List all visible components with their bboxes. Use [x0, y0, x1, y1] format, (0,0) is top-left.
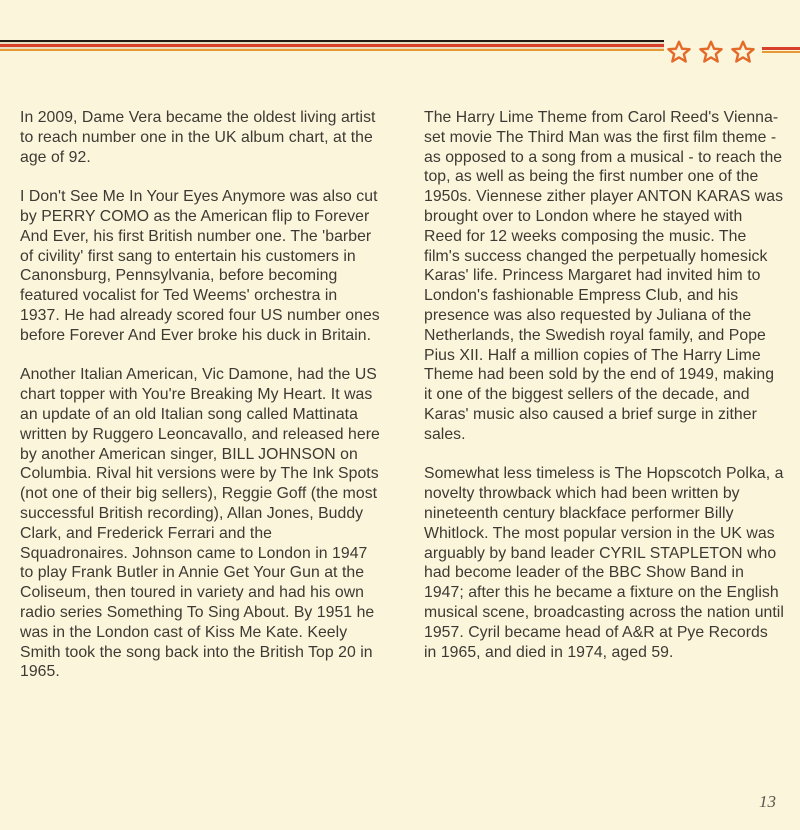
- paragraph-dame-vera: In 2009, Dame Vera became the oldest living artist to reach number one in the UK album chart, at the age of 92.: [20, 109, 376, 166]
- page-number: 13: [759, 792, 776, 811]
- star-ornament: [666, 39, 760, 65]
- right-column: [424, 108, 784, 682]
- rule-tail-orange: [762, 51, 800, 53]
- header-rule-tail: [762, 47, 800, 55]
- left-column: [20, 108, 380, 702]
- rule-orange-line: [0, 49, 664, 51]
- paragraph-bill-johnson: Another Italian American, Vic Damone, had the US chart topper with You're Breaking My Heart. It was an update of an old Italian song called Mattinata written by Ruggero Leoncavallo, and released here by another American singer, BILL JOHNSON on Columbia. Rival hit versions were by The Ink Spots (not one of their big sellers), Reggie Goff (the most successful British recording), Allan Jones, Buddy Clark, and Frederick Ferrari and the Squadronaires. Johnson came to London in 1947 to play Frank Butler in Annie Get Your Gun at the Coliseum, then toured in variety and had his own radio series Something To Sing About. By 1951 he was in the London cast of Kiss Me Kate. Keely Smith took the song back into the British Top 20 in 1965.: [20, 366, 380, 681]
- star-icon: [666, 39, 692, 65]
- rule-tail-red: [762, 47, 800, 50]
- header-rule: [0, 40, 664, 53]
- paragraph-perry-como: I Don't See Me In Your Eyes Anymore was also cut by PERRY COMO as the American flip to Forever And Ever, his first British number one. The 'barber of civility' first sang to entertain his customers in Canonsburg, Pennsylvania, before becoming featured vocalist for Ted Weems' orchestra in 1937. He had already scored four US number ones before Forever And Ever broke his duck in Britain.: [20, 188, 380, 344]
- paragraph-hopscotch-polka: Somewhat less timeless is The Hopscotch Polka, a novelty throwback which had been written by nineteenth century blackface performer Billy Whitlock. The most popular version in the UK was arguably by band leader CYRIL STAPLETON who had become leader of the BBC Show Band in 1947; after this he became a fixture on the English musical scene, broadcasting across the nation until 1957. Cyril became head of A&R at Pye Records in 1965, and died in 1974, aged 59.: [424, 465, 784, 661]
- paragraph-harry-lime: The Harry Lime Theme from Carol Reed's Vienna-set movie The Third Man was the first film theme - as opposed to a song from a musical - to reach the top, as well as being the first number one of the 1950s. Viennese zither player ANTON KARAS was brought over to London where he stayed with Reed for 12 weeks composing the music. The film's success changed the perpetually homesick Karas' life. Princess Margaret had invited him to London's fashionable Empress Club, and his presence was also requested by Juliana of the Netherlands, the Swedish royal family, and Pope Pius XII. Half a million copies of The Harry Lime Theme had been sold by the end of 1949, making it one of the biggest sellers of the decade, and Karas' music also caused a brief surge in zither sales.: [424, 109, 784, 443]
- star-icon: [730, 39, 756, 65]
- star-icon: [698, 39, 724, 65]
